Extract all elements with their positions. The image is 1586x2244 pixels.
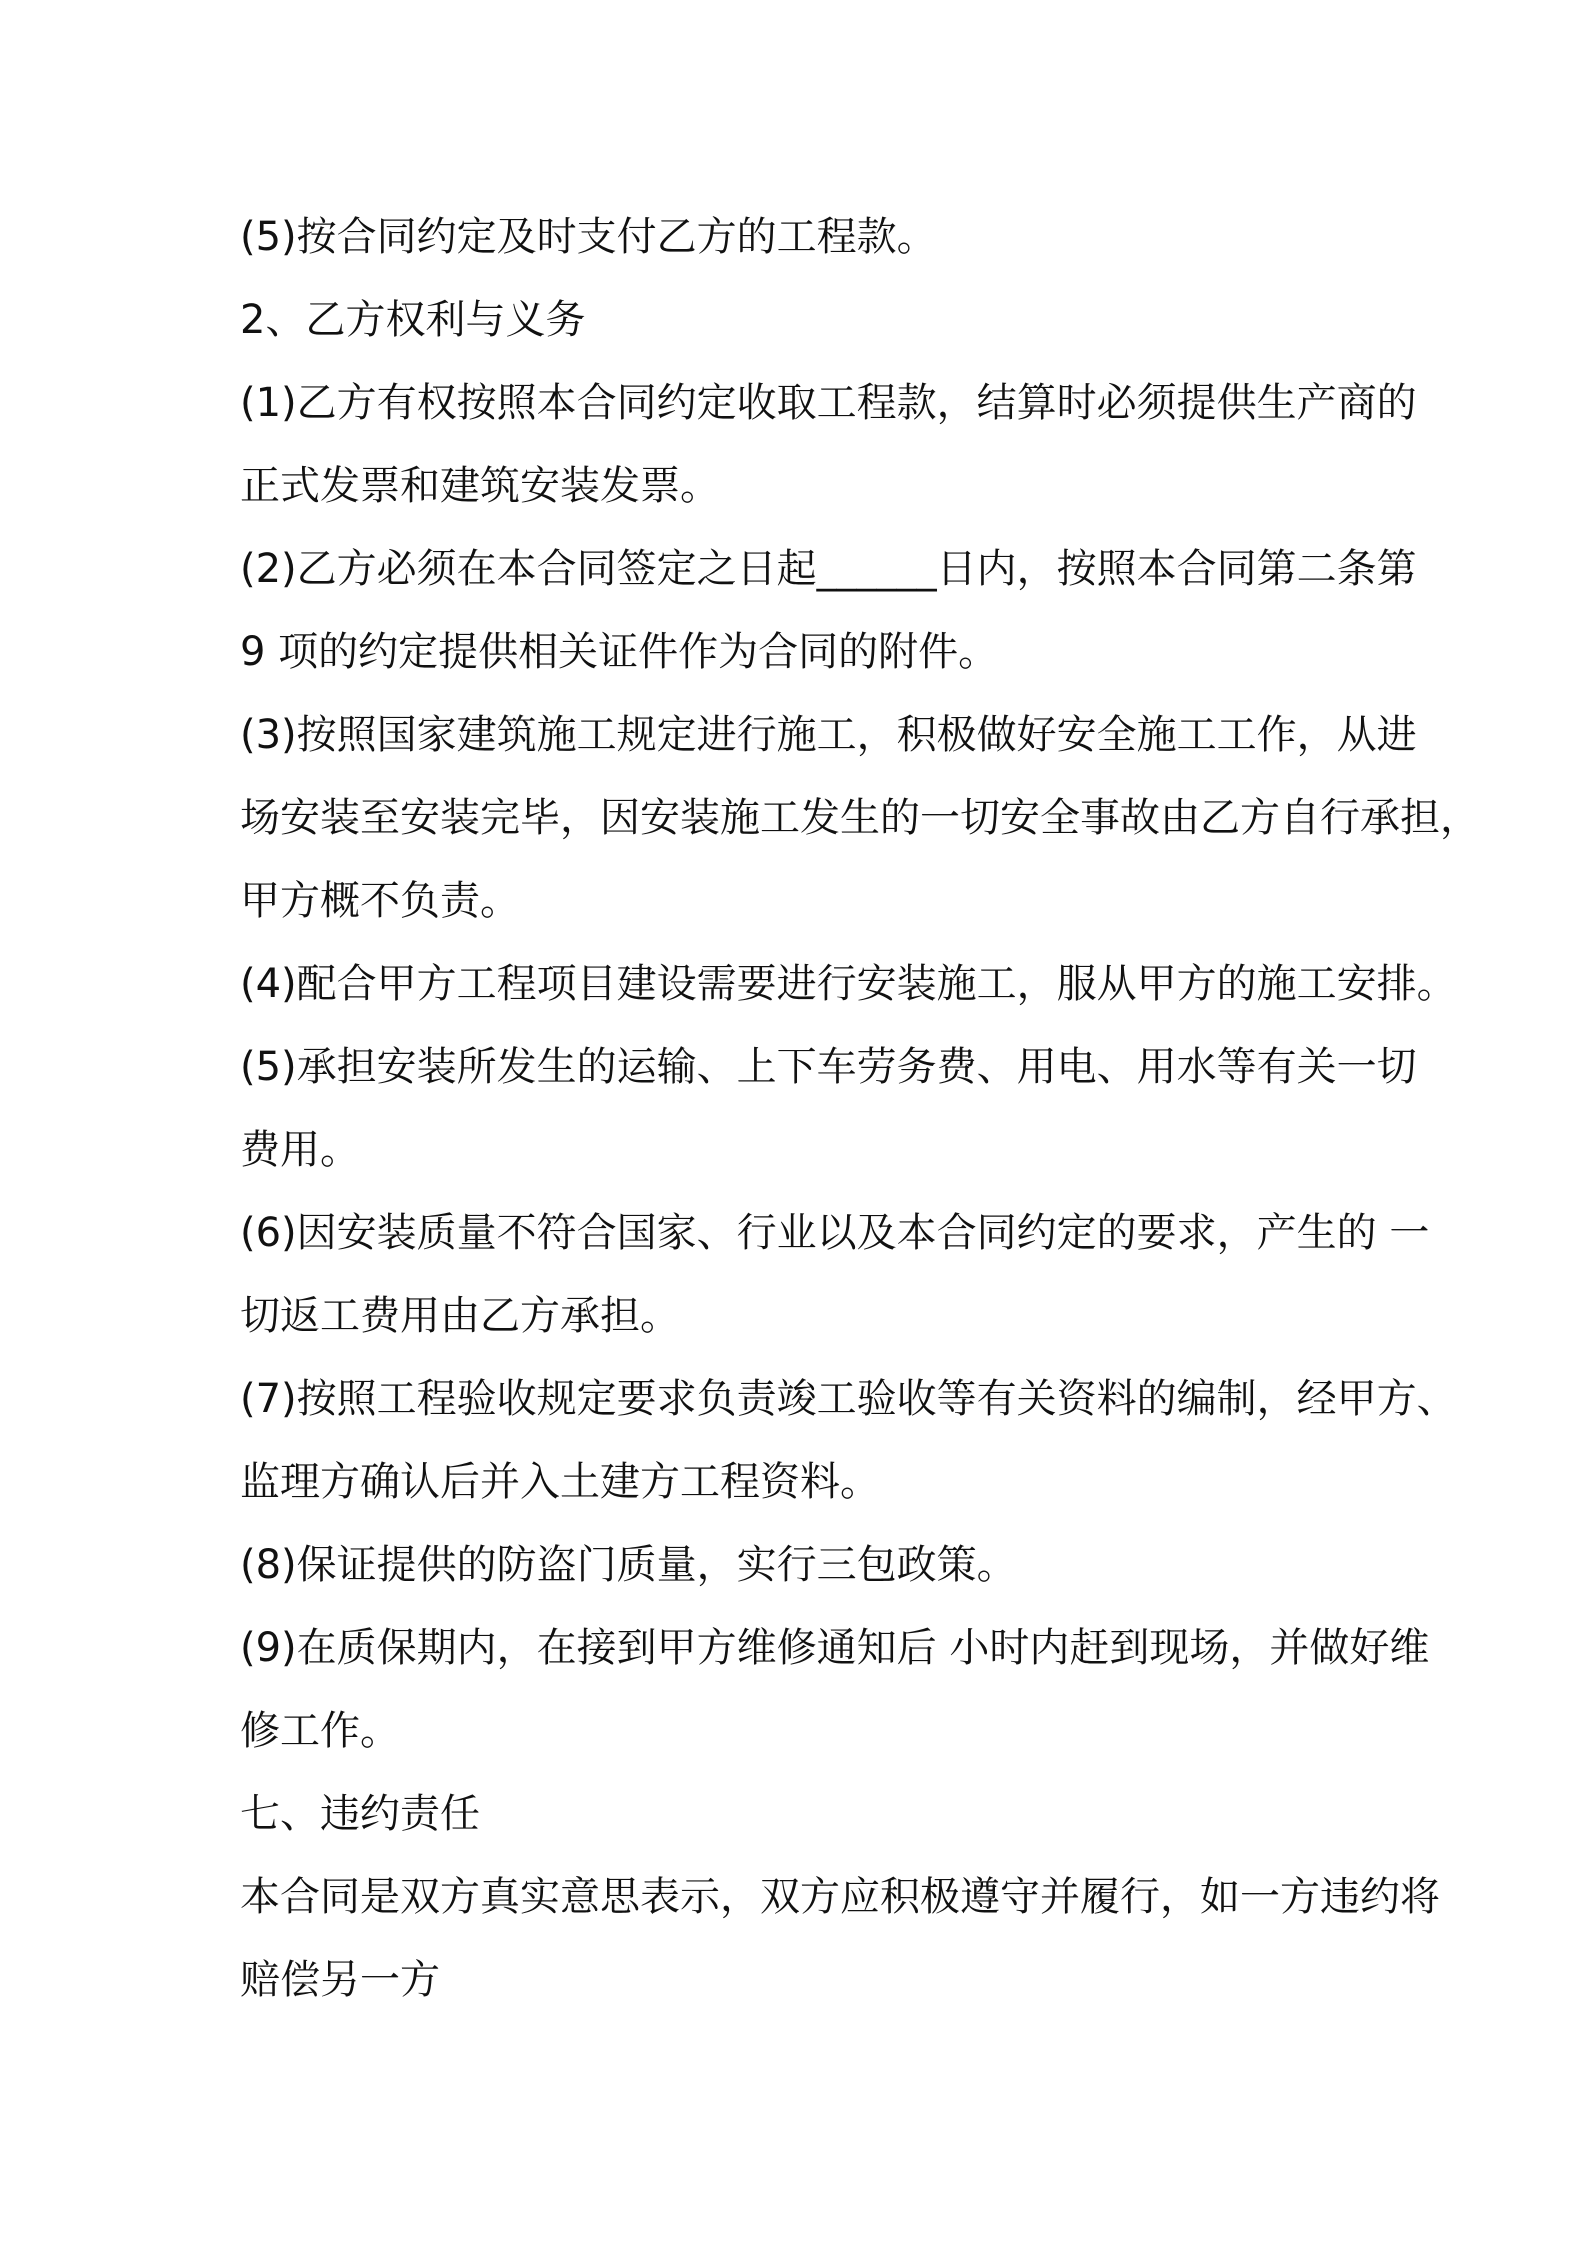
line-breach-part-1: 本合同是双方真实意思表示，双方应积极遵守并履行，如一方违约将	[240, 1874, 1440, 1920]
line-item-1-part-1: (1)乙方有权按照本合同约定收取工程款，结算时必须提供生产商的	[240, 380, 1417, 426]
line-item-5-part-1: (5)承担安装所发生的运输、上下车劳务费、用电、用水等有关一切	[240, 1044, 1417, 1090]
line-item-3-part-1: (3)按照国家建筑施工规定进行施工，积极做好安全施工工作，从进	[240, 712, 1417, 758]
line-item-3-part-3: 甲方概不负责。	[240, 878, 520, 924]
line-item-2-part-1: (2)乙方必须在本合同签定之日起______日内，按照本合同第二条第	[240, 546, 1417, 592]
section-heading-party-b-rights: 2、乙方权利与义务	[240, 297, 586, 343]
line-item-7-part-2: 监理方确认后并入土建方工程资料。	[240, 1459, 880, 1505]
line-item-9-part-1: (9)在质保期内，在接到甲方维修通知后 小时内赶到现场，并做好维	[240, 1625, 1430, 1671]
line-buyer-item-5: (5)按合同约定及时支付乙方的工程款。	[240, 214, 937, 260]
line-item-9-part-2: 修工作。	[240, 1708, 400, 1754]
line-breach-part-2: 赔偿另一方	[240, 1957, 440, 2003]
contract-text	[240, 196, 1480, 2022]
line-item-8: (8)保证提供的防盗门质量，实行三包政策。	[240, 1542, 1017, 1588]
line-item-7-part-1: (7)按照工程验收规定要求负责竣工验收等有关资料的编制，经甲方、	[240, 1376, 1457, 1422]
line-item-2-part-2: 9 项的约定提供相关证件作为合同的附件。	[240, 629, 999, 675]
line-item-4: (4)配合甲方工程项目建设需要进行安装施工，服从甲方的施工安排。	[240, 961, 1457, 1007]
line-item-6-part-2: 切返工费用由乙方承担。	[240, 1293, 680, 1339]
line-item-1-part-2: 正式发票和建筑安装发票。	[240, 463, 720, 509]
line-item-6-part-1: (6)因安装质量不符合国家、行业以及本合同约定的要求，产生的 一	[240, 1210, 1430, 1256]
line-item-3-part-2: 场安装至安装完毕，因安装施工发生的一切安全事故由乙方自行承担，	[240, 795, 1480, 841]
line-item-5-part-2: 费用。	[240, 1127, 360, 1173]
section-heading-breach-liability: 七、违约责任	[240, 1791, 480, 1837]
